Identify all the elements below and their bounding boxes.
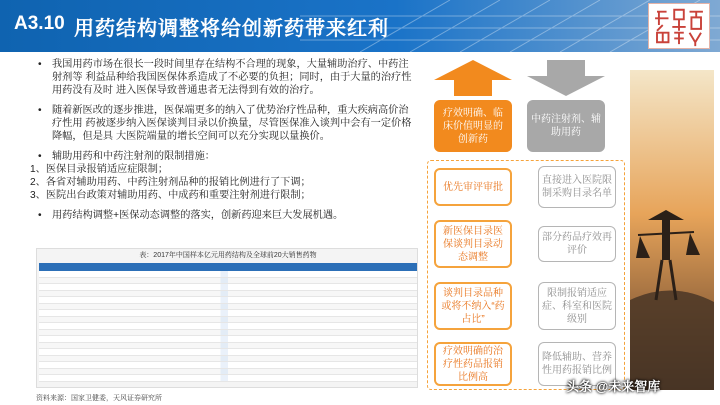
- measure-item: 2、各省对辅助用药、中药注射剂品种的报销比例进行了下调；: [30, 177, 311, 188]
- policy-restrict-list: 直接进入医院限制采购目录名单: [538, 166, 616, 208]
- policy-drug-ratio: 谈判目录品种或将不纳入“药占比”: [434, 282, 512, 330]
- measures-list: [30, 163, 418, 202]
- table-caption: 表：2017年中国样本亿元用药结构及全球前20大销售药物: [139, 252, 317, 259]
- bullet-1: • 我国用药市场在很长一段时间里存在结构不合理的现象，大量辅助治疗、中药注射剂等 利益品种给我国医保体系造成了不必要的负担；同时，由于大量的治疗性用药没有及时 进入医保导致普通患者无法得到有效的治疗。: [38, 59, 412, 96]
- innovative-drug-box: 疗效明确、临床价值明显的创新药: [434, 100, 512, 152]
- table-row: [39, 375, 417, 382]
- policy-high-reimburse: 疗效明确的治疗性药品报销比例高: [434, 342, 512, 386]
- down-arrow-icon: [527, 60, 605, 96]
- watermark: 头条 @未来智库: [566, 379, 661, 394]
- page-title: 用药结构调整将给创新药带来红利: [74, 18, 389, 40]
- measure-item: 3、医院出台政策对辅助用药、中成药和重要注射剂进行限制；: [30, 190, 311, 201]
- bullet-2: • 随着新医改的逐步推进，医保端更多的纳入了优势治疗性品种，重大疾病高价治疗性用 药被逐步纳入医保谈判目录以价换量，尽管医保准入谈判中会有一定价格降幅，但是具 大医院端量的增长空间可以充分实现以量换价。: [38, 105, 412, 142]
- up-arrow-icon: [434, 60, 512, 96]
- table-rows: [39, 271, 417, 382]
- policy-dynamic-adjust: 新医保目录医保谈判目录动态调整: [434, 220, 512, 268]
- salt-worker-photo: [630, 70, 714, 390]
- drug-table-image: [36, 248, 418, 388]
- header-bar: [0, 0, 720, 52]
- policy-reevaluate: 部分药品疗效再评价: [538, 226, 616, 262]
- measure-item: 1、医保目录报销适应症限制；: [30, 164, 169, 175]
- source-note: 资料来源：国家卫健委，天风证券研究所: [36, 395, 162, 402]
- bullet-3: • 辅助用药和中药注射剂的限制措施：: [38, 151, 215, 162]
- policy-reduce-ratio: 降低辅助、营养性用药报销比例: [538, 342, 616, 386]
- seal-logo: [648, 3, 710, 49]
- policy-limit-scope: 限制报销适应症、科室和医院级别: [538, 282, 616, 330]
- policy-priority-review: 优先审评审批: [434, 168, 512, 206]
- section-number: A3.10: [14, 13, 65, 34]
- bullet-4: • 用药结构调整+医保动态调整的落实，创新药迎来巨大发展机遇。: [38, 210, 344, 221]
- auxiliary-drug-box: 中药注射剂、辅助用药: [527, 100, 605, 152]
- main-text: [30, 58, 418, 229]
- table-header: [39, 263, 417, 271]
